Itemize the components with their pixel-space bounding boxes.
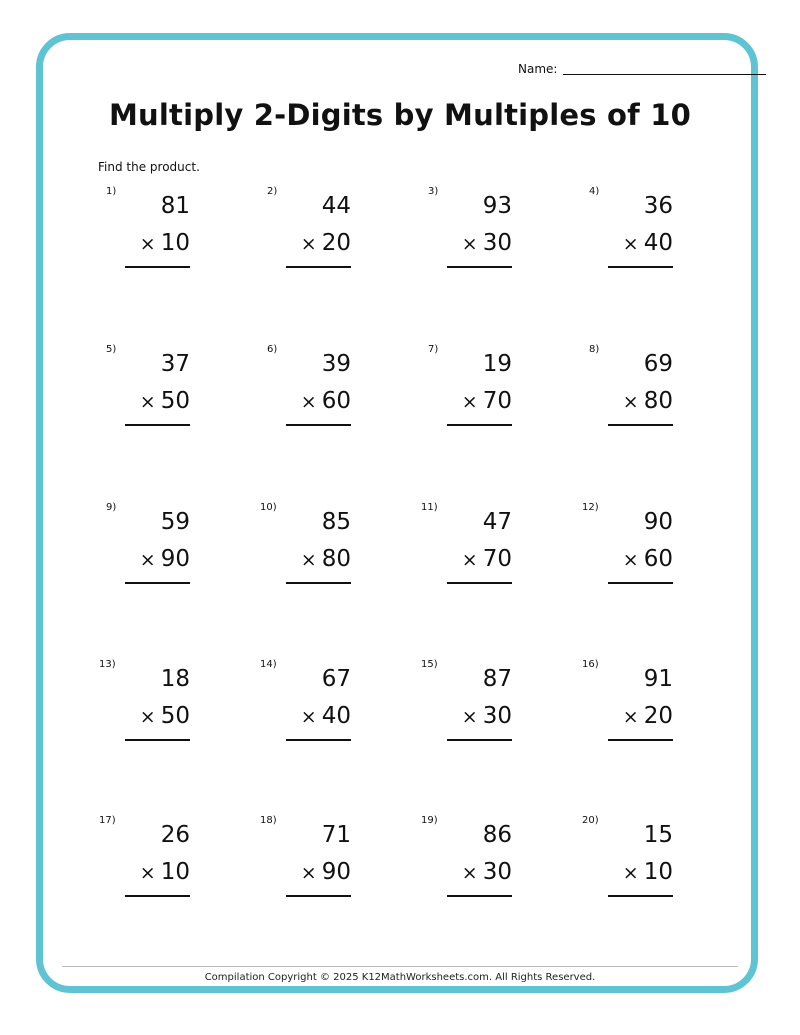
multiplicand: 85 (321, 509, 351, 535)
problem (582, 502, 673, 612)
answer-line[interactable] (608, 582, 673, 584)
footer-divider (62, 966, 738, 967)
problem-number: 3) (428, 186, 439, 197)
multiplier-row (462, 859, 512, 885)
problem (428, 186, 512, 296)
times-sign: × (461, 862, 478, 884)
problem (589, 344, 673, 454)
multiplier: 70 (482, 388, 512, 414)
multiplier: 20 (643, 703, 673, 729)
problem (267, 186, 351, 296)
multiplier: 90 (160, 546, 190, 572)
multiplier: 50 (160, 703, 190, 729)
answer-line[interactable] (608, 266, 673, 268)
name-blank-line[interactable] (563, 74, 766, 75)
multiplicand: 26 (160, 822, 190, 848)
times-sign: × (139, 391, 156, 413)
name-label: Name: (518, 62, 558, 76)
multiplicand: 91 (643, 666, 673, 692)
answer-line[interactable] (608, 895, 673, 897)
multiplicand: 87 (482, 666, 512, 692)
multiplier-row (140, 230, 190, 256)
answer-line[interactable] (286, 266, 351, 268)
multiplicand: 18 (160, 666, 190, 692)
instructions: Find the product. (98, 160, 200, 174)
multiplier-row (623, 230, 673, 256)
problem (582, 659, 673, 769)
answer-line[interactable] (608, 739, 673, 741)
problem-number: 19) (421, 815, 438, 826)
problem (260, 815, 351, 925)
multiplicand: 39 (321, 351, 351, 377)
multiplier-row (140, 859, 190, 885)
times-sign: × (139, 862, 156, 884)
answer-line[interactable] (125, 424, 190, 426)
multiplier: 20 (321, 230, 351, 256)
multiplier-row (623, 859, 673, 885)
answer-line[interactable] (447, 424, 512, 426)
problem-number: 7) (428, 344, 439, 355)
problem-number: 6) (267, 344, 278, 355)
answer-line[interactable] (286, 424, 351, 426)
problem-number: 13) (99, 659, 116, 670)
multiplier-row (301, 703, 351, 729)
multiplier-row (301, 546, 351, 572)
multiplier-row (462, 546, 512, 572)
problem-number: 18) (260, 815, 277, 826)
problem (421, 815, 512, 925)
problem (589, 186, 673, 296)
answer-line[interactable] (286, 582, 351, 584)
times-sign: × (300, 706, 317, 728)
answer-line[interactable] (447, 266, 512, 268)
multiplicand: 81 (160, 193, 190, 219)
answer-line[interactable] (447, 739, 512, 741)
answer-line[interactable] (608, 424, 673, 426)
problem-number: 8) (589, 344, 600, 355)
problem-number: 14) (260, 659, 277, 670)
multiplicand: 19 (482, 351, 512, 377)
problem-number: 4) (589, 186, 600, 197)
times-sign: × (622, 862, 639, 884)
problem-number: 9) (106, 502, 117, 513)
multiplicand: 44 (321, 193, 351, 219)
problem (106, 186, 190, 296)
problem (99, 815, 190, 925)
multiplier: 60 (643, 546, 673, 572)
problem (582, 815, 673, 925)
page-title: Multiply 2-Digits by Multiples of 10 (108, 98, 692, 132)
answer-line[interactable] (447, 582, 512, 584)
answer-line[interactable] (125, 895, 190, 897)
answer-line[interactable] (447, 895, 512, 897)
problem-number: 20) (582, 815, 599, 826)
problem (106, 344, 190, 454)
times-sign: × (622, 233, 639, 255)
problem-number: 11) (421, 502, 438, 513)
problem-number: 12) (582, 502, 599, 513)
times-sign: × (139, 233, 156, 255)
multiplicand: 15 (643, 822, 673, 848)
times-sign: × (300, 862, 317, 884)
multiplier-row (301, 230, 351, 256)
times-sign: × (300, 391, 317, 413)
multiplicand: 90 (643, 509, 673, 535)
multiplicand: 71 (321, 822, 351, 848)
multiplier: 60 (321, 388, 351, 414)
times-sign: × (622, 391, 639, 413)
multiplier-row (462, 703, 512, 729)
name-field[interactable] (518, 62, 766, 76)
multiplier: 30 (482, 703, 512, 729)
multiplicand: 59 (160, 509, 190, 535)
problem (428, 344, 512, 454)
problem-number: 15) (421, 659, 438, 670)
multiplier: 70 (482, 546, 512, 572)
multiplicand: 37 (160, 351, 190, 377)
multiplier: 50 (160, 388, 190, 414)
times-sign: × (461, 233, 478, 255)
problem-number: 16) (582, 659, 599, 670)
times-sign: × (461, 706, 478, 728)
answer-line[interactable] (125, 582, 190, 584)
problem (99, 659, 190, 769)
times-sign: × (622, 706, 639, 728)
multiplier: 80 (321, 546, 351, 572)
footer-copyright: Compilation Copyright © 2025 K12MathWorksheets.com. All Rights Reserved. (204, 972, 596, 983)
multiplier: 40 (643, 230, 673, 256)
times-sign: × (461, 391, 478, 413)
multiplier-row (301, 388, 351, 414)
multiplier-row (140, 703, 190, 729)
multiplier-row (623, 703, 673, 729)
answer-line[interactable] (125, 266, 190, 268)
multiplier-row (462, 230, 512, 256)
problem (106, 502, 190, 612)
multiplier: 30 (482, 230, 512, 256)
multiplier-row (140, 546, 190, 572)
times-sign: × (139, 549, 156, 571)
multiplier-row (623, 388, 673, 414)
answer-line[interactable] (286, 895, 351, 897)
problem-number: 17) (99, 815, 116, 826)
multiplier: 10 (160, 859, 190, 885)
multiplicand: 67 (321, 666, 351, 692)
multiplier: 90 (321, 859, 351, 885)
multiplier-row (623, 546, 673, 572)
times-sign: × (461, 549, 478, 571)
problem (260, 502, 351, 612)
multiplicand: 86 (482, 822, 512, 848)
times-sign: × (139, 706, 156, 728)
answer-line[interactable] (286, 739, 351, 741)
multiplicand: 93 (482, 193, 512, 219)
times-sign: × (300, 549, 317, 571)
multiplier-row (462, 388, 512, 414)
problem (260, 659, 351, 769)
multiplicand: 47 (482, 509, 512, 535)
answer-line[interactable] (125, 739, 190, 741)
multiplicand: 69 (643, 351, 673, 377)
problem (421, 502, 512, 612)
times-sign: × (300, 233, 317, 255)
multiplier-row (140, 388, 190, 414)
multiplier: 40 (321, 703, 351, 729)
multiplier: 10 (643, 859, 673, 885)
times-sign: × (622, 549, 639, 571)
multiplicand: 36 (643, 193, 673, 219)
multiplier: 80 (643, 388, 673, 414)
multiplier-row (301, 859, 351, 885)
multiplier: 10 (160, 230, 190, 256)
problem-number: 5) (106, 344, 117, 355)
problem-number: 2) (267, 186, 278, 197)
multiplier: 30 (482, 859, 512, 885)
problem (421, 659, 512, 769)
problem (267, 344, 351, 454)
problem-number: 10) (260, 502, 277, 513)
problem-number: 1) (106, 186, 117, 197)
